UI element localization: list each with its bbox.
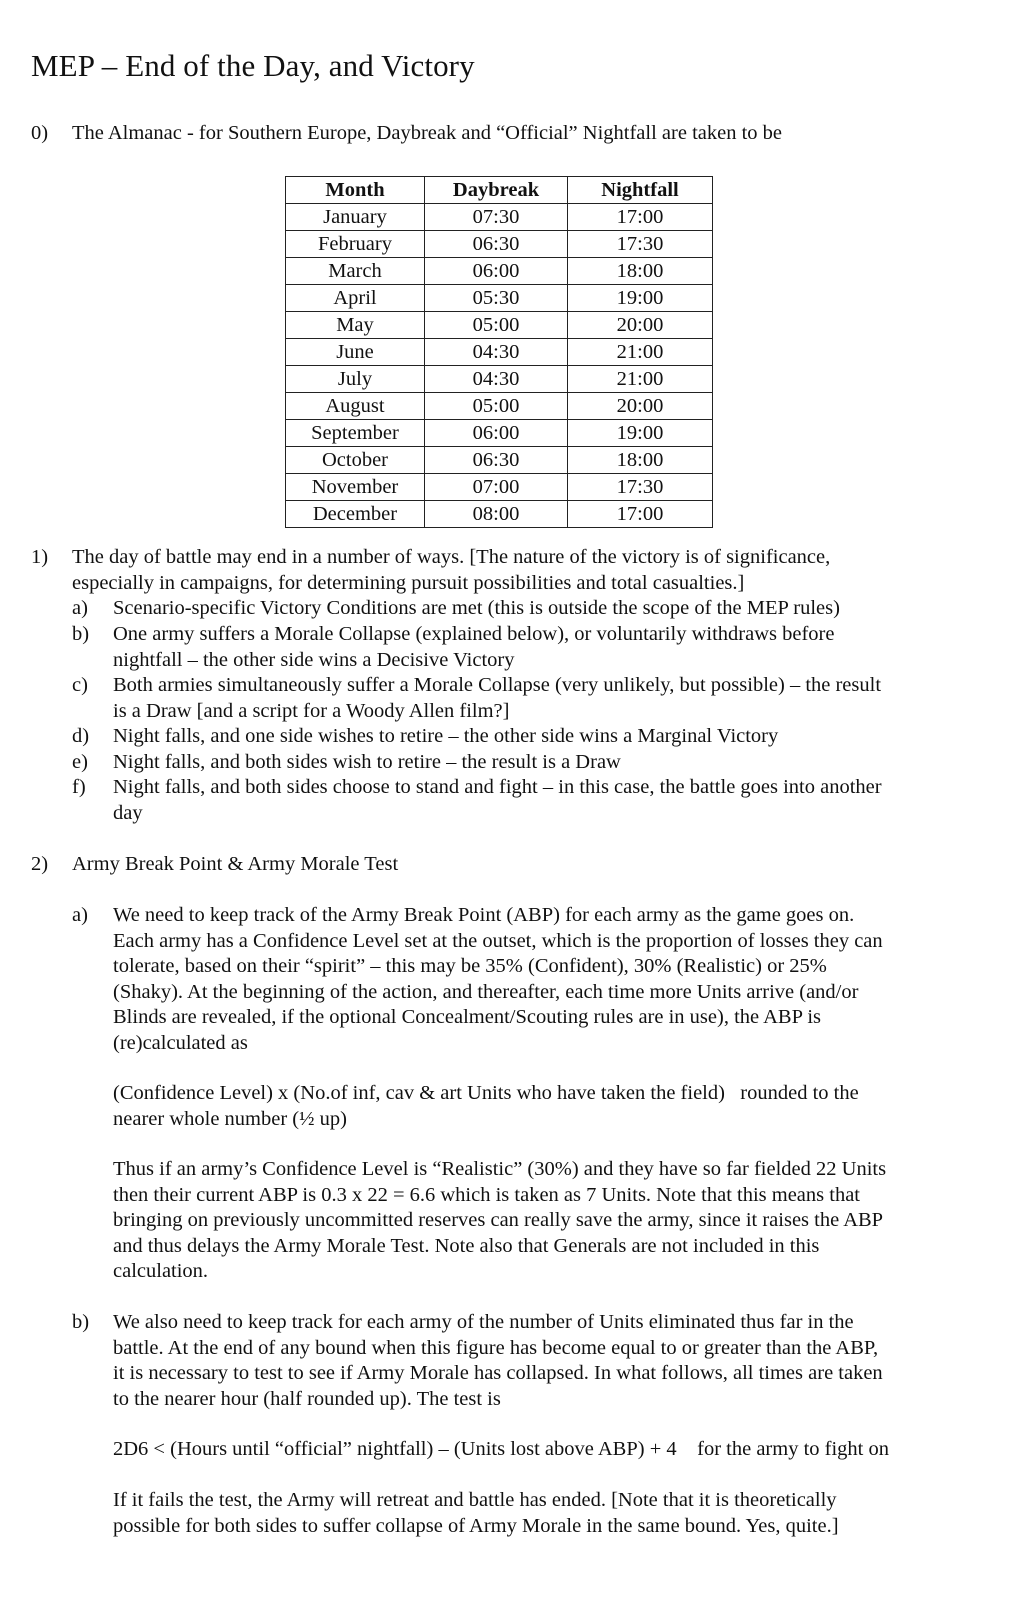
item-label: b) bbox=[72, 623, 90, 645]
daybreak-cell: 04:30 bbox=[425, 366, 568, 393]
paragraph-line: bringing on previously uncommitted reserves can really save the army, since it raises the ABP bbox=[113, 1209, 884, 1231]
item-text: Night falls, and one side wishes to retire – the other side wins a Marginal Victory bbox=[113, 725, 779, 747]
nightfall-cell: 17:00 bbox=[568, 501, 713, 528]
nightfall-cell: 19:00 bbox=[568, 285, 713, 312]
month-cell: December bbox=[286, 501, 425, 528]
daybreak-cell: 08:00 bbox=[425, 501, 568, 528]
paragraph-line: it is necessary to test to see if Army Morale has collapsed. In what follows, all times are taken bbox=[113, 1362, 883, 1384]
nightfall-cell: 21:00 bbox=[568, 339, 713, 366]
item-text: is a Draw [and a script for a Woody Allen film?] bbox=[113, 700, 510, 722]
item-label: a) bbox=[72, 904, 88, 926]
month-cell: August bbox=[286, 393, 425, 420]
paragraph-line: (Shaky). At the beginning of the action, and thereafter, each time more Units arrive (and/or bbox=[113, 981, 859, 1003]
daybreak-cell: 05:30 bbox=[425, 285, 568, 312]
table-row bbox=[286, 393, 713, 420]
item-label: b) bbox=[72, 1311, 90, 1333]
month-cell: October bbox=[286, 447, 425, 474]
paragraph-line: If it fails the test, the Army will retreat and battle has ended. [Note that it is theoretically bbox=[113, 1489, 837, 1511]
nightfall-cell: 18:00 bbox=[568, 258, 713, 285]
month-cell: January bbox=[286, 204, 425, 231]
month-cell: February bbox=[286, 231, 425, 258]
section-1-line-2: especially in campaigns, for determining pursuit possibilities and total casualties.] bbox=[72, 572, 745, 594]
almanac-table bbox=[285, 176, 713, 528]
paragraph-line: possible for both sides to suffer collapse of Army Morale in the same bound. Yes, quite.] bbox=[113, 1515, 839, 1537]
item-label: c) bbox=[72, 674, 88, 696]
table-row bbox=[286, 231, 713, 258]
paragraph-line: and thus delays the Army Morale Test. Note also that Generals are not included in this bbox=[113, 1235, 820, 1257]
item-text: nightfall – the other side wins a Decisive Victory bbox=[113, 649, 515, 671]
table-row bbox=[286, 204, 713, 231]
item-label: e) bbox=[72, 751, 88, 773]
table-row bbox=[286, 474, 713, 501]
paragraph-line: We also need to keep track for each army of the number of Units eliminated thus far in the bbox=[113, 1311, 854, 1333]
item-label: a) bbox=[72, 597, 88, 619]
nightfall-cell: 18:00 bbox=[568, 447, 713, 474]
paragraph-line: tolerate, based on their “spirit” – this may be 35% (Confident), 30% (Realistic) or 25% bbox=[113, 955, 827, 977]
month-cell: March bbox=[286, 258, 425, 285]
daybreak-cell: 05:00 bbox=[425, 312, 568, 339]
paragraph-line: We need to keep track of the Army Break Point (ABP) for each army as the game goes on. bbox=[113, 904, 855, 926]
paragraph-line: Blinds are revealed, if the optional Concealment/Scouting rules are in use), the ABP is bbox=[113, 1006, 822, 1028]
item-text: One army suffers a Morale Collapse (explained below), or voluntarily withdraws before bbox=[113, 623, 835, 645]
table-row bbox=[286, 366, 713, 393]
item-text: Night falls, and both sides choose to stand and fight – in this case, the battle goes into another bbox=[113, 776, 882, 798]
paragraph-line: to the nearer hour (half rounded up). The test is bbox=[113, 1388, 501, 1410]
paragraph-line: then their current ABP is 0.3 x 22 = 6.6 which is taken as 7 Units. Note that this means that bbox=[113, 1184, 860, 1206]
table-row bbox=[286, 285, 713, 312]
section-1-line-1: The day of battle may end in a number of ways. [The nature of the victory is of significance, bbox=[72, 546, 831, 568]
nightfall-cell: 20:00 bbox=[568, 393, 713, 420]
abp-formula-line: (Confidence Level) x (No.of inf, cav & art Units who have taken the field) rounded to the bbox=[113, 1082, 859, 1104]
nightfall-cell: 17:30 bbox=[568, 231, 713, 258]
section-1-number: 1) bbox=[31, 546, 49, 568]
month-cell: September bbox=[286, 420, 425, 447]
daybreak-cell: 06:00 bbox=[425, 420, 568, 447]
month-cell: June bbox=[286, 339, 425, 366]
section-0-number: 0) bbox=[31, 122, 49, 144]
paragraph-line: Thus if an army’s Confidence Level is “Realistic” (30%) and they have so far fielded 22 Units bbox=[113, 1158, 887, 1180]
abp-formula-line: nearer whole number (½ up) bbox=[113, 1108, 347, 1130]
item-text: Night falls, and both sides wish to retire – the result is a Draw bbox=[113, 751, 621, 773]
paragraph-line: battle. At the end of any bound when this figure has become equal to or greater than the ABP, bbox=[113, 1337, 879, 1359]
daybreak-cell: 07:30 bbox=[425, 204, 568, 231]
page-title: MEP – End of the Day, and Victory bbox=[31, 48, 475, 83]
nightfall-cell: 17:30 bbox=[568, 474, 713, 501]
daybreak-cell: 04:30 bbox=[425, 339, 568, 366]
table-header-row bbox=[286, 177, 713, 204]
item-label: f) bbox=[72, 776, 86, 798]
daybreak-cell: 06:00 bbox=[425, 258, 568, 285]
month-cell: April bbox=[286, 285, 425, 312]
table-row bbox=[286, 258, 713, 285]
table-row bbox=[286, 501, 713, 528]
paragraph-line: (re)calculated as bbox=[113, 1032, 248, 1054]
item-text: day bbox=[113, 802, 143, 824]
morale-test-formula: 2D6 < (Hours until “official” nightfall) – (Units lost above ABP) + 4 for the army to fight on bbox=[113, 1438, 889, 1460]
header-nightfall: Nightfall bbox=[568, 177, 713, 204]
header-month: Month bbox=[286, 177, 425, 204]
month-cell: May bbox=[286, 312, 425, 339]
paragraph-line: calculation. bbox=[113, 1260, 209, 1282]
nightfall-cell: 17:00 bbox=[568, 204, 713, 231]
table-row bbox=[286, 312, 713, 339]
section-0-text: The Almanac - for Southern Europe, Daybreak and “Official” Nightfall are taken to be bbox=[72, 122, 783, 144]
daybreak-cell: 05:00 bbox=[425, 393, 568, 420]
table-row bbox=[286, 420, 713, 447]
table-row bbox=[286, 339, 713, 366]
item-label: d) bbox=[72, 725, 90, 747]
table-row bbox=[286, 447, 713, 474]
daybreak-cell: 07:00 bbox=[425, 474, 568, 501]
section-2-number: 2) bbox=[31, 853, 49, 875]
daybreak-cell: 06:30 bbox=[425, 447, 568, 474]
nightfall-cell: 19:00 bbox=[568, 420, 713, 447]
paragraph-line: Each army has a Confidence Level set at the outset, which is the proportion of losses they can bbox=[113, 930, 883, 952]
header-daybreak: Daybreak bbox=[425, 177, 568, 204]
section-2-heading: Army Break Point & Army Morale Test bbox=[72, 853, 399, 875]
nightfall-cell: 21:00 bbox=[568, 366, 713, 393]
item-text: Scenario-specific Victory Conditions are met (this is outside the scope of the MEP rules) bbox=[113, 597, 840, 619]
item-text: Both armies simultaneously suffer a Morale Collapse (very unlikely, but possible) – the result bbox=[113, 674, 882, 696]
month-cell: November bbox=[286, 474, 425, 501]
nightfall-cell: 20:00 bbox=[568, 312, 713, 339]
daybreak-cell: 06:30 bbox=[425, 231, 568, 258]
month-cell: July bbox=[286, 366, 425, 393]
